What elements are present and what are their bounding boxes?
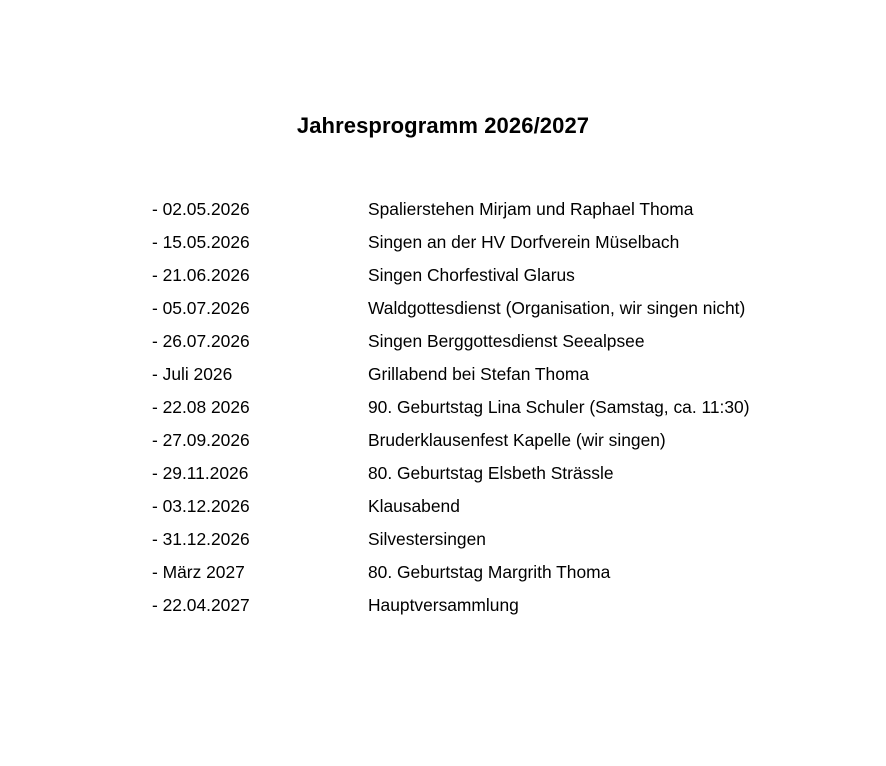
entry-event: Waldgottesdienst (Organisation, wir singen nicht) bbox=[368, 298, 746, 318]
entry-date: - 27.09.2026 bbox=[152, 430, 250, 450]
entry-date: - März 2027 bbox=[152, 562, 245, 582]
list-item bbox=[152, 527, 852, 560]
list-item bbox=[152, 329, 852, 362]
list-item bbox=[152, 362, 852, 395]
entry-date: - 22.04.2027 bbox=[152, 595, 250, 615]
list-item bbox=[152, 593, 852, 626]
entry-date: - 31.12.2026 bbox=[152, 529, 250, 549]
page-title: Jahresprogramm 2026/2027 bbox=[296, 113, 590, 138]
entry-date: - Juli 2026 bbox=[152, 364, 233, 384]
list-item bbox=[152, 461, 852, 494]
list-item bbox=[152, 395, 852, 428]
entry-date: - 02.05.2026 bbox=[152, 199, 250, 219]
entry-event: Hauptversammlung bbox=[368, 595, 519, 615]
list-item bbox=[152, 197, 852, 230]
list-item bbox=[152, 263, 852, 296]
entry-event: Grillabend bei Stefan Thoma bbox=[368, 364, 590, 384]
entry-date: - 03.12.2026 bbox=[152, 496, 250, 516]
entry-event: Bruderklausenfest Kapelle (wir singen) bbox=[368, 430, 666, 450]
entry-date: - 29.11.2026 bbox=[152, 463, 249, 483]
list-item bbox=[152, 296, 852, 329]
entry-date: - 21.06.2026 bbox=[152, 265, 250, 285]
entry-date: - 22.08 2026 bbox=[152, 397, 250, 417]
entry-event: 80. Geburtstag Elsbeth Strässle bbox=[368, 463, 614, 483]
entry-event: Spalierstehen Mirjam und Raphael Thoma bbox=[368, 199, 694, 219]
entry-event: Singen Chorfestival Glarus bbox=[368, 265, 575, 285]
schedule-list bbox=[152, 197, 852, 626]
entry-date: - 15.05.2026 bbox=[152, 232, 250, 252]
entry-date: - 05.07.2026 bbox=[152, 298, 250, 318]
list-item bbox=[152, 230, 852, 263]
entry-event: 90. Geburtstag Lina Schuler (Samstag, ca. 11:30) bbox=[368, 397, 750, 417]
list-item bbox=[152, 428, 852, 461]
entry-date: - 26.07.2026 bbox=[152, 331, 250, 351]
list-item bbox=[152, 494, 852, 527]
entry-event: Silvestersingen bbox=[368, 529, 486, 549]
entry-event: Singen Berggottesdienst Seealpsee bbox=[368, 331, 645, 351]
entry-event: Singen an der HV Dorfverein Müselbach bbox=[368, 232, 680, 252]
list-item bbox=[152, 560, 852, 593]
entry-event: 80. Geburtstag Margrith Thoma bbox=[368, 562, 611, 582]
entry-event: Klausabend bbox=[368, 496, 460, 516]
